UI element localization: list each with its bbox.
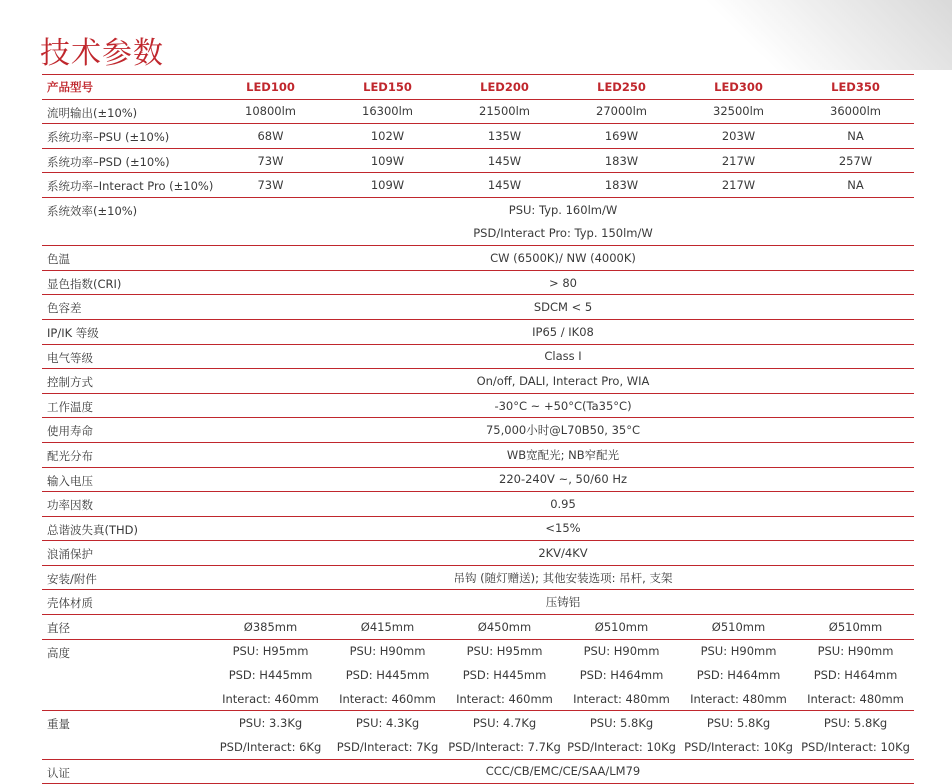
table-row (42, 99, 914, 124)
table-cell: PSD: H464mm (579, 668, 664, 683)
row-label: 系统效率(±10%) (42, 197, 212, 245)
table-cell: PSD/Interact: 7.7Kg (448, 739, 561, 754)
table-cell: Ø450mm (446, 615, 563, 640)
table-cell: PSD: H445mm (345, 668, 430, 683)
row-label: 电气等级 (42, 344, 212, 369)
row-label: 系统功率–PSU (±10%) (42, 124, 212, 149)
table-cell: PSU: 5.8Kg (797, 711, 914, 735)
table-cell: 257W (797, 148, 914, 173)
header-model: LED250 (563, 75, 680, 100)
table-row (42, 148, 914, 173)
table-cell: PSU: H90mm (329, 639, 446, 663)
table-row (42, 124, 914, 149)
table-cell: PSU: 5.8Kg (563, 711, 680, 735)
header-model: LED350 (797, 75, 914, 100)
table-row (42, 759, 914, 784)
table-cell: PSU: H95mm (446, 639, 563, 663)
table-cell: Ø385mm (212, 615, 329, 640)
table-cell: PSD/Interact: 10Kg (684, 739, 793, 754)
page-title: 技术参数 (40, 36, 164, 71)
table-cell: PSD/Interact: 10Kg (567, 739, 676, 754)
table-cell-span: On/off, DALI, Interact Pro, WIA (212, 369, 914, 394)
row-label: 工作温度 (42, 393, 212, 418)
table-cell: Interact: 460mm (339, 691, 436, 706)
table-row (42, 492, 914, 517)
table-cell: Ø415mm (329, 615, 446, 640)
row-label: 流明输出(±10%) (42, 99, 212, 124)
table-row (42, 418, 914, 443)
table-cell: PSD: H464mm (813, 668, 898, 683)
table-cell: 183W (563, 173, 680, 198)
row-label: 显色指数(CRI) (42, 270, 212, 295)
row-label: 高度 (42, 639, 212, 711)
row-label: 色容差 (42, 295, 212, 320)
table-cell-span: PSU: Typ. 160lm/W (212, 197, 914, 221)
table-header (42, 75, 914, 100)
table-row (42, 344, 914, 369)
row-label: 配光分布 (42, 442, 212, 467)
table-cell-span: PSD/Interact Pro: Typ. 150lm/W (473, 226, 653, 241)
table-cell-span: CCC/CB/EMC/CE/SAA/LM79 (212, 759, 914, 784)
table-cell: PSD: H464mm (696, 668, 781, 683)
row-label: 使用寿命 (42, 418, 212, 443)
table-cell-span: 吊钩 (随灯赠送); 其他安装选项: 吊杆, 支架 (212, 565, 914, 590)
row-label: 控制方式 (42, 369, 212, 394)
table-cell: Interact: 460mm (456, 691, 553, 706)
table-cell-span: Class I (212, 344, 914, 369)
table-cell: 109W (329, 148, 446, 173)
table-cell-span: > 80 (212, 270, 914, 295)
row-label: 总谐波失真(THD) (42, 516, 212, 541)
header-model: LED100 (212, 75, 329, 100)
corner-gradient (692, 0, 952, 70)
table-row (42, 270, 914, 295)
table-cell: Interact: 480mm (807, 691, 904, 706)
table-cell: PSU: 5.8Kg (680, 711, 797, 735)
table-cell: PSD: H445mm (462, 668, 547, 683)
table-row (42, 246, 914, 271)
table-cell: 36000lm (797, 99, 914, 124)
table-row (42, 541, 914, 566)
row-label: 输入电压 (42, 467, 212, 492)
row-label: 认证 (42, 759, 212, 784)
row-label: 重量 (42, 711, 212, 759)
table-row (42, 393, 914, 418)
table-cell: 16300lm (329, 99, 446, 124)
table-cell: 73W (212, 148, 329, 173)
table-cell: Ø510mm (680, 615, 797, 640)
row-label: 浪涌保护 (42, 541, 212, 566)
table-cell: 109W (329, 173, 446, 198)
table-cell-span: 压铸铝 (212, 590, 914, 615)
row-label: 直径 (42, 615, 212, 640)
table-cell: 217W (680, 173, 797, 198)
row-label: 色温 (42, 246, 212, 271)
table-cell-span: SDCM < 5 (212, 295, 914, 320)
table-cell: 169W (563, 124, 680, 149)
table-cell-span: CW (6500K)/ NW (4000K) (212, 246, 914, 271)
table-cell: Interact: 460mm (222, 691, 319, 706)
row-label: 系统功率–PSD (±10%) (42, 148, 212, 173)
table-row (42, 369, 914, 394)
table-row (42, 173, 914, 198)
table-cell: PSD/Interact: 7Kg (336, 739, 439, 754)
table-row (42, 442, 914, 467)
table-cell: PSD/Interact: 10Kg (801, 739, 910, 754)
table-cell-span: IP65 / IK08 (212, 319, 914, 344)
table-cell: PSU: H90mm (797, 639, 914, 663)
table-row (42, 319, 914, 344)
table-cell: PSU: 4.7Kg (446, 711, 563, 735)
table-cell: 68W (212, 124, 329, 149)
header-label: 产品型号 (42, 75, 212, 100)
table-cell: 145W (446, 148, 563, 173)
table-row (42, 516, 914, 541)
table-row (42, 565, 914, 590)
table-cell: 102W (329, 124, 446, 149)
table-cell: NA (797, 173, 914, 198)
table-cell: 183W (563, 148, 680, 173)
table-cell: 32500lm (680, 99, 797, 124)
table-row (42, 615, 914, 640)
table-cell-span: 75,000小时@L70B50, 35°C (212, 418, 914, 443)
table-cell: 203W (680, 124, 797, 149)
table-row (42, 639, 914, 663)
table-cell-span: 220-240V ~, 50/60 Hz (212, 467, 914, 492)
table-cell-span: <15% (212, 516, 914, 541)
table-cell-span: 2KV/4KV (212, 541, 914, 566)
table-cell: PSU: H95mm (212, 639, 329, 663)
table-cell: 73W (212, 173, 329, 198)
table-cell: PSU: H90mm (563, 639, 680, 663)
table-cell: 217W (680, 148, 797, 173)
row-label: 系统功率–Interact Pro (±10%) (42, 173, 212, 198)
table-cell-span: -30°C ~ +50°C(Ta35°C) (212, 393, 914, 418)
table-row (42, 590, 914, 615)
header-model: LED150 (329, 75, 446, 100)
table-row (42, 711, 914, 735)
table-cell: PSD/Interact: 6Kg (219, 739, 322, 754)
table-cell-span: WB宽配光; NB窄配光 (212, 442, 914, 467)
row-label: 壳体材质 (42, 590, 212, 615)
row-label: 功率因数 (42, 492, 212, 517)
table-cell: PSU: 4.3Kg (329, 711, 446, 735)
table-cell: NA (797, 124, 914, 149)
table-cell-span: 0.95 (212, 492, 914, 517)
table-row (42, 295, 914, 320)
table-cell: 145W (446, 173, 563, 198)
table-cell: 10800lm (212, 99, 329, 124)
table-cell: 135W (446, 124, 563, 149)
header-model: LED300 (680, 75, 797, 100)
table-cell: PSU: 3.3Kg (212, 711, 329, 735)
table-row (42, 197, 914, 221)
table-cell: Interact: 480mm (573, 691, 670, 706)
spec-table (42, 74, 914, 784)
row-label: IP/IK 等级 (42, 319, 212, 344)
table-cell: 27000lm (563, 99, 680, 124)
table-cell: PSD: H445mm (228, 668, 313, 683)
header-model: LED200 (446, 75, 563, 100)
table-cell: Interact: 480mm (690, 691, 787, 706)
table-cell: 21500lm (446, 99, 563, 124)
table-cell: PSU: H90mm (680, 639, 797, 663)
row-label: 安装/附件 (42, 565, 212, 590)
table-cell: Ø510mm (797, 615, 914, 640)
table-row (42, 467, 914, 492)
table-cell: Ø510mm (563, 615, 680, 640)
